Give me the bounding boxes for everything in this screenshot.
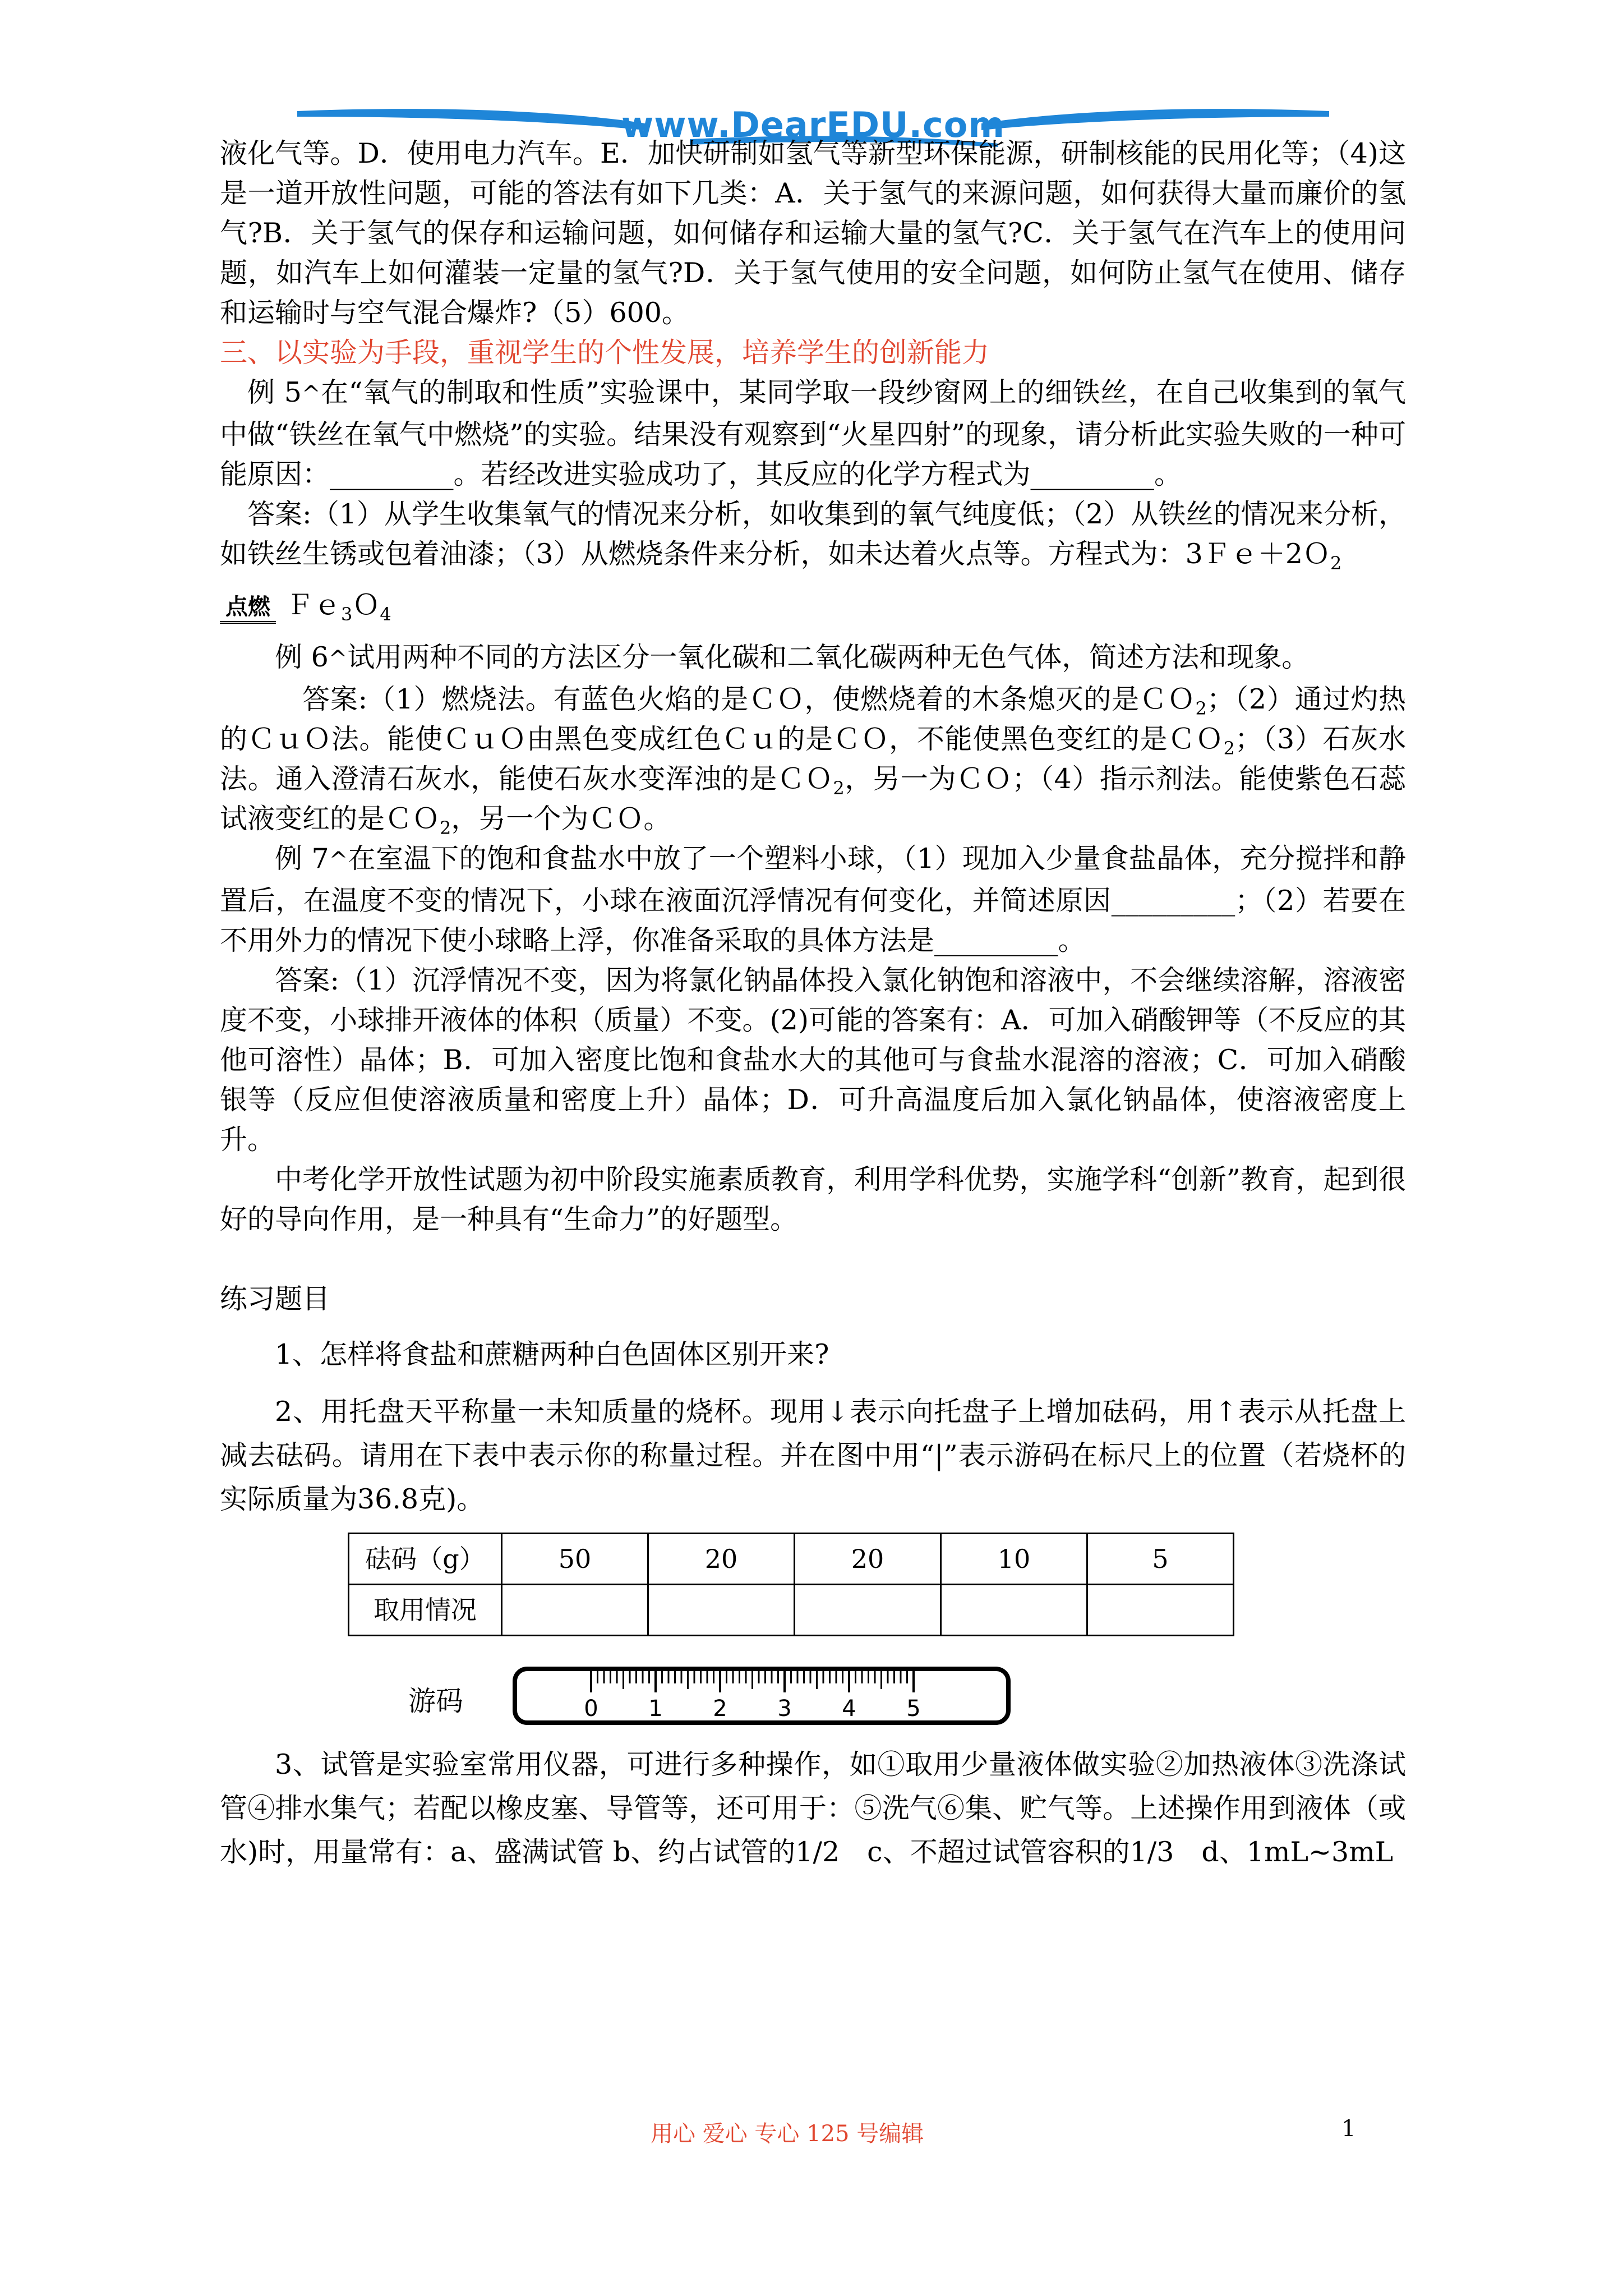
answer-blank: _________ <box>330 458 454 490</box>
answer-5 <box>220 494 1406 574</box>
example-7-text-3: 。 <box>1058 924 1086 956</box>
subscript: 2 <box>440 817 451 839</box>
answer-blank: _________ <box>1030 458 1155 490</box>
caret-icon: ^ <box>328 646 348 672</box>
usage-cell[interactable] <box>648 1585 795 1636</box>
table-row <box>349 1534 1234 1585</box>
weights-table <box>348 1533 1234 1636</box>
table-row-label: 取用情况 <box>349 1585 502 1636</box>
subscript: 2 <box>1195 697 1207 719</box>
ruler-tick-label: 2 <box>713 1696 727 1722</box>
example-7-text-2: ；（2）若要在不用外力的情况下使小球略上浮，你准备采取的具体方法是 <box>220 885 1406 956</box>
answer-6-text: 答案:（1）燃烧法。有蓝色火焰的是ＣＯ，使燃烧着的木条熄灭的是ＣＯ <box>302 683 1196 715</box>
table-header-cell: 砝码（g） <box>349 1534 502 1585</box>
summary-paragraph: 中考化学开放性试题为初中阶段实施素质教育，利用学科优势，实施学科“创新”教育，起到很好的导向作用，是一种具有“生命力”的好题型。 <box>220 1163 1406 1235</box>
ruler-tick-label: 5 <box>906 1696 921 1722</box>
section-heading: 三、以实验为手段，重视学生的个性发展，培养学生的创新能力 <box>220 337 990 369</box>
usage-cell[interactable] <box>1087 1585 1234 1636</box>
usage-cell[interactable] <box>941 1585 1087 1636</box>
usage-cell[interactable] <box>502 1585 648 1636</box>
spacer <box>220 1239 1406 1279</box>
answer-6-text: ，另一为ＣＯ；（4）指示剂法。能使紫色石蕊试液变红的是ＣＯ <box>220 763 1406 835</box>
ruler-ticks <box>591 1671 914 1692</box>
example-5-text-2: 。若经改进实验成功了，其反应的化学方程式为 <box>453 458 1031 490</box>
subscript: 2 <box>1223 737 1235 759</box>
ruler-tick-labels <box>584 1696 920 1722</box>
reaction-condition: 点燃 <box>220 593 276 624</box>
usage-cell[interactable] <box>795 1585 941 1636</box>
document-body <box>220 134 1406 1874</box>
example-7 <box>220 839 1406 960</box>
subscript: 2 <box>1330 552 1342 574</box>
example-7-text: 在室温下的饱和食盐水中放了一个塑料小球，（1）现加入少量食盐晶体，充分搅拌和静置后，在温度不变的情况下，小球在液面沉浮情况有何变化，并简述原因 <box>220 843 1406 917</box>
table-row <box>349 1585 1234 1636</box>
equation-product: Ｏ <box>352 589 380 621</box>
weight-cell: 5 <box>1087 1534 1234 1585</box>
practice-title: 练习题目 <box>220 1283 330 1315</box>
subscript: 2 <box>833 777 845 799</box>
answer-6-text: ；（2）通过灼热的ＣｕＯ法。能使ＣｕＯ由黑色变成红色Ｃｕ的是ＣＯ，不能使黑色变红的是ＣＯ <box>220 683 1406 755</box>
answer-blank: _________ <box>934 924 1058 956</box>
subscript: 3 <box>341 603 353 625</box>
caret-icon: ^ <box>301 381 321 407</box>
ruler-label: 游码 <box>408 1685 464 1717</box>
example-6-label: 例 6 <box>275 641 329 673</box>
paragraph-answer-continued: 液化气等。D．使用电力汽车。E．加快研制如氢气等新型环保能源，研制核能的民用化等；（4)这是一道开放性问题，可能的答法有如下几类：A．关于氢气的来源问题，如何获得大量而廉价的氢气?B．关于氢气的保存和运输问题，如何储存和运输大量的氢气?C．关于氢气在汽车上的使用问题，如汽车上如何灌装一定量的氢气?D．关于氢气使用的安全问题，如何防止氢气在使用、储存和运输时与空气混合爆炸?（5）600。 <box>220 137 1406 329</box>
weight-cell: 50 <box>502 1534 648 1585</box>
footer-note: 用心 爱心 专心 125 号编辑 <box>651 2121 924 2147</box>
answer-5-text: 答案:（1）从学生收集氧气的情况来分析，如收集到的氧气纯度低；（2）从铁丝的情况来分析，如铁丝生锈或包着油漆；（3）从燃烧条件来分析，如未达着火点等。方程式为：3Ｆｅ＋2Ｏ <box>220 498 1406 570</box>
example-7-label: 例 7 <box>275 843 329 875</box>
example-5 <box>220 372 1406 494</box>
rider-ruler-figure <box>220 1664 1406 1732</box>
weight-cell: 10 <box>941 1534 1087 1585</box>
example-5-text: 在“氧气的制取和性质”实验课中，某同学取一段纱窗网上的细铁丝，在自己收集到的氧气中做“铁丝在氧气中燃烧”的实验。结果没有观察到“火星四射”的现象，请分析此实验失败的一种可能原因： <box>220 376 1406 490</box>
example-5-text-3: 。 <box>1154 458 1182 490</box>
ruler-scale <box>513 1664 1017 1732</box>
answer-6 <box>220 679 1406 839</box>
answer-7: 答案:（1）沉浮情况不变，因为将氯化钠晶体投入氯化钠饱和溶液中，不会继续溶解，溶液密度不变，小球排开液体的体积（质量）不变。(2)可能的答案有：A．可加入硝酸钾等（不反应的其他可溶性）晶体；B．可加入密度比饱和食盐水大的其他可与食盐水混溶的溶液；C．可加入硝酸银等（反应但使溶液质量和密度上升）晶体；D．可升高温度后加入氯化钠晶体，使溶液密度上升。 <box>220 964 1406 1156</box>
answer-6-text: ，另一个为ＣＯ。 <box>451 803 671 835</box>
site-url: www.DearEDU.com <box>621 104 1005 145</box>
example-5-label: 例 5 <box>247 376 302 408</box>
ruler-tick-label: 0 <box>584 1696 598 1722</box>
question-1: 1、怎样将食盐和蔗糖两种白色固体区别开来? <box>275 1338 829 1370</box>
weight-cell: 20 <box>795 1534 941 1585</box>
question-3: 3、试管是实验室常用仪器，可进行多种操作，如①取用少量液体做实验②加热液体③洗涤试管④排水集气；若配以橡皮塞、导管等，还可用于：⑤洗气⑥集、贮气等。上述操作用到液体（或水)时，用量常有：a、盛满试管 b、约占试管的1/2 c、不超过试管容积的1/3 d、1mL~3mL <box>220 1749 1406 1868</box>
chemical-equation <box>220 585 1406 625</box>
caret-icon: ^ <box>329 848 348 873</box>
answer-blank: _________ <box>1111 885 1235 917</box>
page-number: 1 <box>1341 2116 1356 2142</box>
example-6 <box>220 637 1406 679</box>
weight-cell: 20 <box>648 1534 795 1585</box>
answer-6-text: ；（3）石灰水法。通入澄清石灰水，能使石灰水变浑浊的是ＣＯ <box>220 723 1406 795</box>
ruler-tick-label: 3 <box>777 1696 792 1722</box>
ruler-tick-label: 1 <box>648 1696 663 1722</box>
ruler-tick-label: 4 <box>842 1696 856 1722</box>
question-2: 2、用托盘天平称量一未知质量的烧杯。现用↓表示向托盘子上增加砝码，用↑表示从托盘上减去砝码。请用在下表中表示你的称量过程。并在图中用“|”表示游码在标尺上的位置（若烧杯的实际质量为36.8克)。 <box>220 1396 1406 1515</box>
equation-product: Ｆｅ <box>286 589 342 621</box>
subscript: 4 <box>380 603 391 625</box>
example-6-text: 试用两种不同的方法区分一氧化碳和二氧化碳两种无色气体，简述方法和现象。 <box>347 641 1310 673</box>
